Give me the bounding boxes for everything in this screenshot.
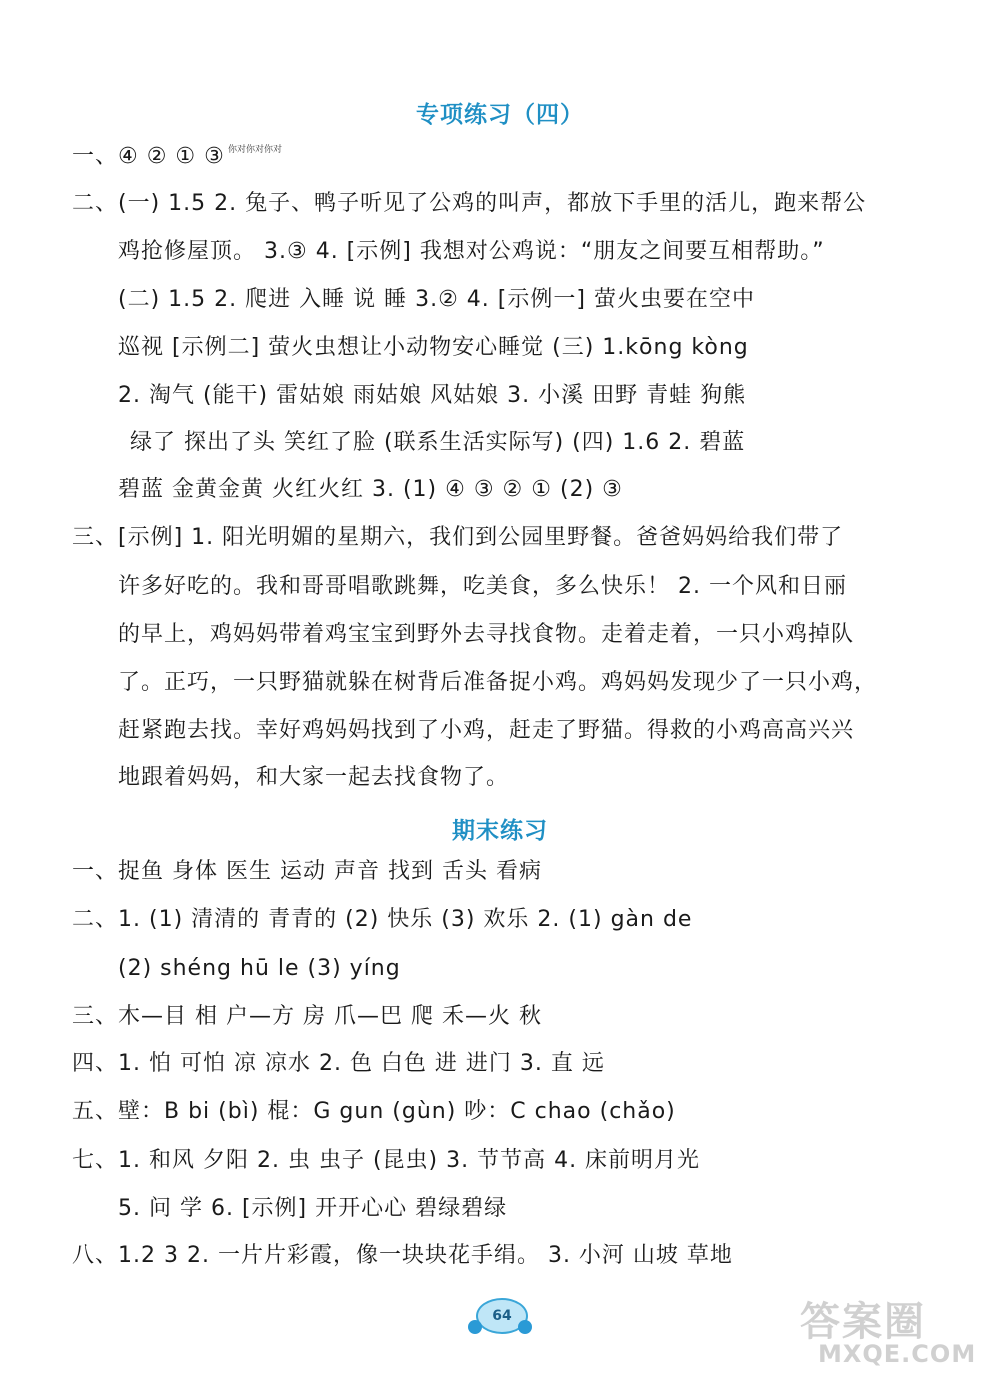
answer-line: 三、[示例] 1. 阳光明媚的星期六，我们到公园里野餐。爸爸妈妈给我们带了 [72,525,844,550]
answer-line: 五、壁：B bi (bì) 棍：G gun (gùn) 吵：C chao (chǎo) [72,1099,676,1124]
answer-line: 许多好吃的。我和哥哥唱歌跳舞，吃美食，多么快乐！ 2. 一个风和日丽 [118,574,847,599]
section2-title: 期末练习 [452,817,548,844]
section1-title: 专项练习（四） [416,101,584,128]
answer-line: 了。正巧，一只野猫就躲在树背后准备捉小鸡。鸡妈妈发现少了一只小鸡， [118,670,878,695]
page-number: 64 [476,1298,528,1334]
answer-line: 二、(一) 1.5 2. 兔子、鸭子听见了公鸡的叫声，都放下手里的活儿，跑来帮公 [72,191,867,216]
answer-line: 2. 淘气 (能干) 雷姑娘 雨姑娘 风姑娘 3. 小溪 田野 青蛙 狗熊 [118,383,747,408]
answer-line: 5. 问 学 6. [示例] 开开心心 碧绿碧绿 [118,1196,508,1221]
answer-line: 巡视 [示例二] 萤火虫想让小动物安心睡觉 (三) 1.kōng kòng [118,335,749,360]
watermark-url: MXQE.COM [818,1340,977,1368]
answer-line: 八、1.2 3 2. 一片片彩霞，像一块块花手绢。 3. 小河 山坡 草地 [72,1243,733,1268]
badge-dot-left [468,1320,482,1334]
tiny-note: 你对你对你对 [228,145,283,155]
answer-line: 的早上，鸡妈妈带着鸡宝宝到野外去寻找食物。走着走着，一只小鸡掉队 [118,622,855,647]
answer-line: 地跟着妈妈，和大家一起去找食物了。 [118,765,510,790]
answer-line: 一、④ ② ① ③ [72,144,225,169]
answer-line: 二、1. (1) 清清的 青青的 (2) 快乐 (3) 欢乐 2. (1) gàn de [72,907,693,932]
answer-line: (2) shéng hū le (3) yíng [118,956,401,981]
answer-line: 赶紧跑去找。幸好鸡妈妈找到了小鸡，赶走了野猫。得救的小鸡高高兴兴 [118,718,855,743]
answer-line: (二) 1.5 2. 爬进 入睡 说 睡 3.② 4. [示例一] 萤火虫要在空中 [118,287,755,312]
answer-line: 鸡抢修屋顶。 3.③ 4. [示例] 我想对公鸡说：“朋友之间要互相帮助。” [118,239,825,264]
answer-line: 七、1. 和风 夕阳 2. 虫 虫子 (昆虫) 3. 节节高 4. 床前明月光 [72,1148,701,1173]
page-number-badge [468,1296,534,1338]
answer-line: 碧蓝 金黄金黄 火红火红 3. (1) ④ ③ ② ① (2) ③ [118,477,623,502]
badge-dot-right [518,1320,532,1334]
answer-line: 绿了 探出了头 笑红了脸 (联系生活实际写) (四) 1.6 2. 碧蓝 [130,430,746,455]
answer-line: 一、捉鱼 身体 医生 运动 声音 找到 舌头 看病 [72,859,542,884]
watermark-logo: 答案圈 [800,1299,926,1345]
answer-line: 四、1. 怕 可怕 凉 凉水 2. 色 白色 进 进门 3. 直 远 [72,1051,605,1076]
answer-line: 三、木—目 相 户—方 房 爪—巴 爬 禾—火 秋 [72,1004,542,1029]
